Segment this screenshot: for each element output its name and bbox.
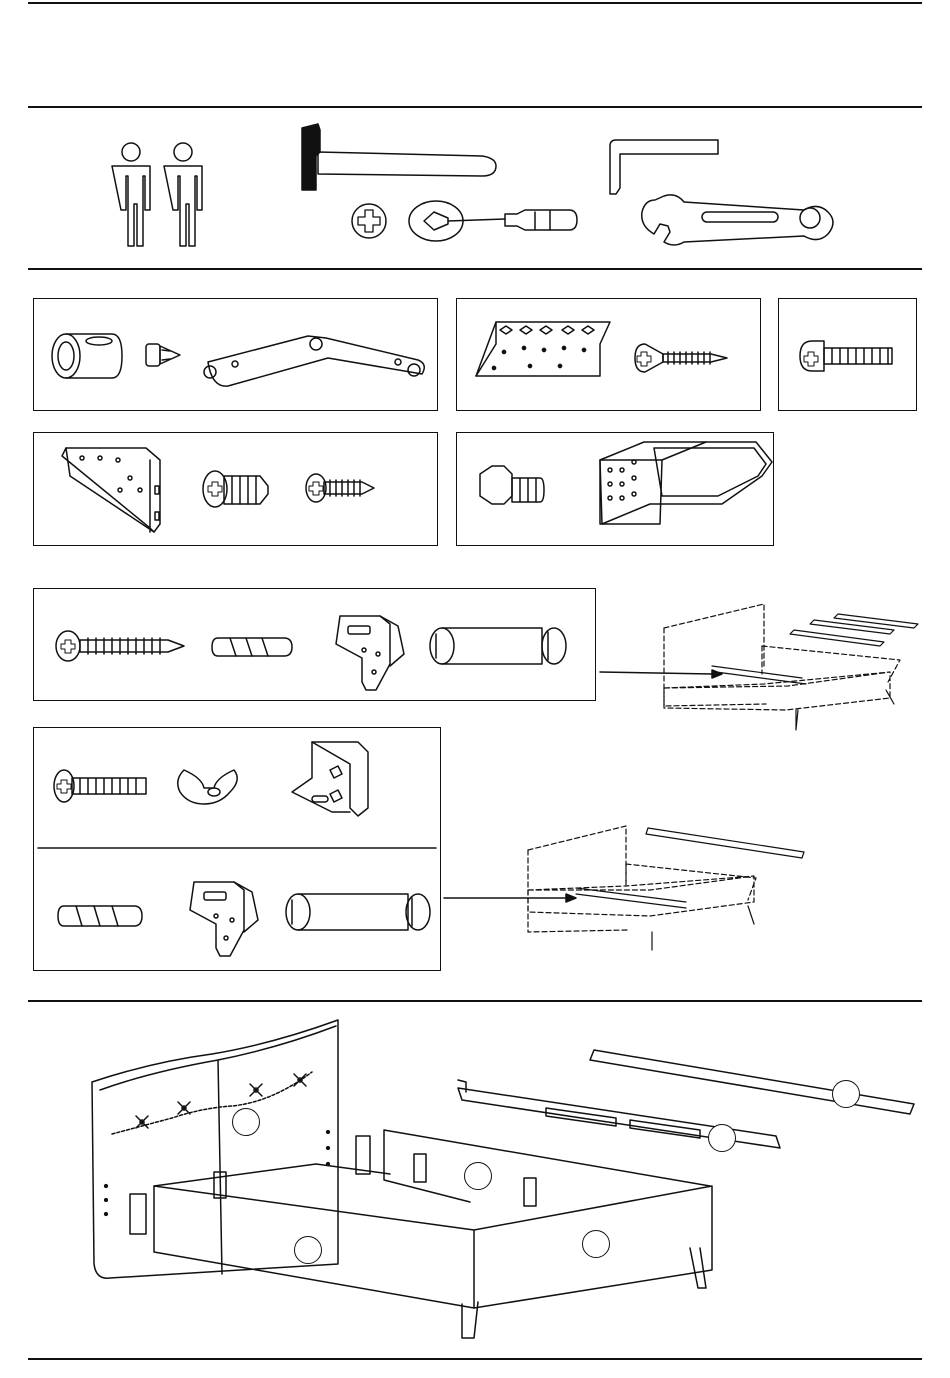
wrench-icon: [642, 195, 833, 245]
wing-nut-icon: [178, 770, 237, 804]
corner-bracket-icon: [62, 448, 160, 532]
part-label: [832, 1080, 860, 1108]
slat-end-cap-icon: [430, 628, 566, 664]
part-label: [464, 1162, 492, 1190]
barrel-nut-icon: [52, 334, 122, 378]
arrow-g: [444, 894, 576, 902]
part-label: [232, 1108, 260, 1136]
bed-leg-icon: [600, 442, 772, 524]
part-label: [582, 1230, 610, 1258]
long-slat: [590, 1050, 914, 1114]
phillips-bit-icon: [352, 204, 386, 238]
mounting-plate-icon: [476, 322, 610, 376]
dowel-icon: [212, 638, 292, 656]
slat-end-cap-icon: [286, 894, 430, 930]
long-wood-screw-icon: [56, 631, 184, 661]
side-rail: [356, 1130, 712, 1308]
bed-frame-diagram-f: [664, 604, 918, 730]
connecting-bracket-icon: [204, 336, 424, 386]
euro-screw-icon: [203, 471, 268, 507]
slat-holder-icon: [336, 616, 404, 690]
screwdriver-icon: [409, 201, 577, 241]
carriage-bolt-icon: [54, 770, 146, 802]
arrow-f: [600, 670, 722, 678]
wood-screw-icon: [635, 344, 727, 372]
part-label: [708, 1124, 736, 1152]
grub-screw-icon: [146, 344, 180, 366]
hammer-icon: [302, 124, 496, 190]
allen-key-icon: [610, 140, 718, 194]
machine-screw-icon: [800, 341, 892, 371]
dowel-icon: [58, 906, 142, 926]
person-icon: [112, 143, 150, 246]
small-wood-screw-icon: [306, 474, 374, 502]
slat-holder-icon: [190, 882, 258, 956]
angle-bracket-icon: [292, 742, 368, 816]
part-label: [294, 1236, 322, 1264]
bed-frame-diagram-g: [528, 826, 804, 950]
hex-bolt-icon: [480, 466, 544, 504]
person-icon: [164, 143, 202, 246]
